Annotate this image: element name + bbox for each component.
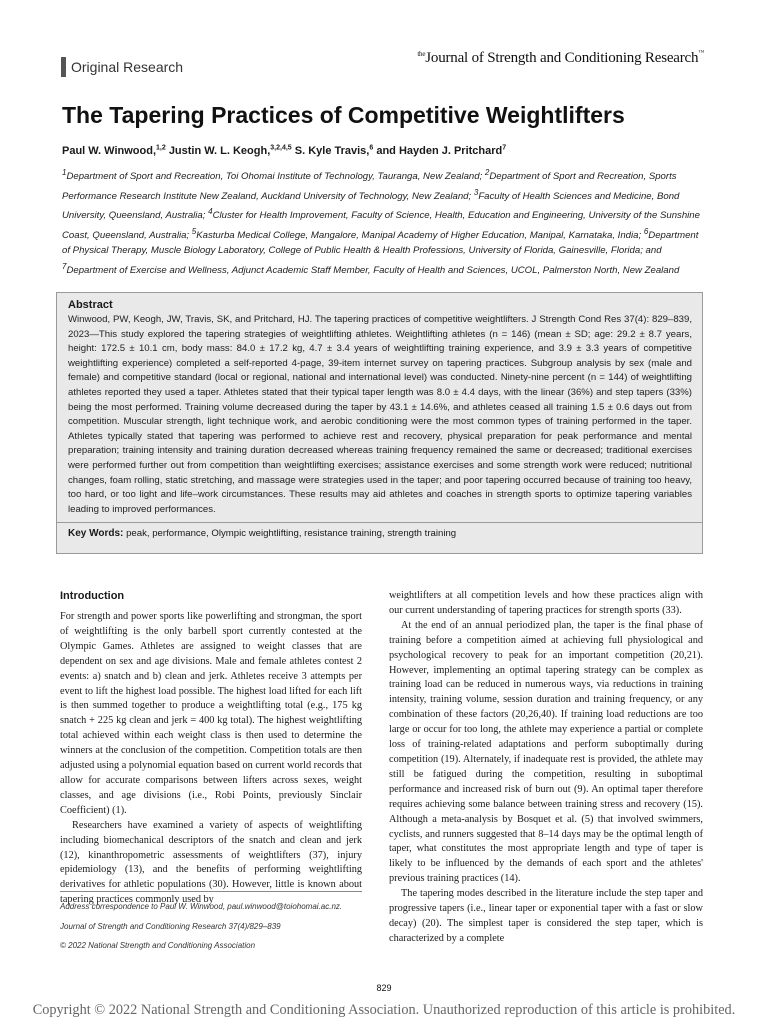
introduction-heading: Introduction [60,590,125,602]
copyright-footer: Copyright © 2022 National Strength and Conditioning Association. Unauthorized reproduction of this article is prohibited. [32,1002,736,1018]
abstract-box [56,292,703,554]
paragraph: weightlifters at all competition levels and how these practices align with our current understanding of tapering practices for strength sports (33). [389,590,703,616]
abstract-heading: Abstract [68,299,113,311]
keywords-label: Key Words: [68,528,124,540]
copyright-note: © 2022 National Strength and Conditioning Association [60,941,256,950]
footnote-divider [60,891,362,892]
paragraph: The tapering modes described in the literature include the step taper and progressive tapers (i.e., linear taper or exponential taper with a fast or slow decay) (20). The simplest taper is considered the step taper, which is characterized by a complete [389,888,703,944]
author: S. Kyle Travis,$^6$ [294,144,374,157]
paragraph: Researchers have examined a variety of aspects of weightlifting including biomechanical descriptors of the snatch and clean and jerk (12), kinanthropometric assessments of weightlifters (37), injury epidemiology (13), and the benefits of performing weightlifting derivatives for athletic populations (30). However, little is known about tapering practices commonly used by [60,819,362,906]
section-label: Original Research [61,57,183,77]
article-title: The Tapering Practices of Competitive Weightlifters [62,102,625,128]
column-right [389,589,703,947]
affiliations: $^1$Department of Sport and Recreation, Toi Ohomai Institute of Technology, Tauranga, New Zealand; $^2$Department of Sport and Recreation, Sports Performance Research Institute New Zealand, Auckland University of Technology, New Zealand; $^3$Faculty of Health Sciences and Medicine, Bond University, Queensland, Australia; $^4$Cluster for Health Improvement, Faculty of Science, Health, Education and Engineering, University of the Sunshine Coast, Queensland, Australia; $^5$Kasturba Medical College, Mangalore, Manipal Academy of Higher Education, Manipal, Karnataka, India; $^6$Department of Physical Therapy, Muscle Biology Laboratory, College of Public Health & Health Professions, University of Florida, Gainesville, Florida; and $^7$Department of Exercise and Wellness, Adjunct Academic Staff Member, Faculty of Health and Sciences, UCOL, Palmerston North, New Zealand [62,168,700,276]
column-left [60,589,362,908]
author: and Hayden J. Pritchard$^7$ [376,144,507,157]
abstract-text: Winwood, PW, Keogh, JW, Travis, SK, and Pritchard, HJ. The tapering practices of competitive weightlifters. J Strength Cond Res 37(4): 829–839, 2023—This study explored the tapering strategies of weightlifting athletes. Weightlifting athletes (n = 146) (mean ± SD; age: 29.2 ± 8.7 years, height: 172.5 ± 10.1 cm, body mass: 84.0 ± 17.2 kg, 4.7 ± 3.4 years of weightlifting training experience, and 3.9 ± 3.3 years of competitive weightlifting experience) completed a self-reported 4-page, 39-item internet survey on tapering practices. Subgroup analysis by sex (male and female) and competitive standard (local or regional, national and international level) was conducted. Ninety-nine percent (n = 144) of weightlifting athletes reported they used a taper. Athletes stated that their typical taper length was 8.0 ± 4.4 days, with the linear (36%) and step tapers (33%) being the most performed. Training volume decreased during the taper by 43.1 ± 14.6%, and athletes ceased all training 1.5 ± 0.6 days out from competition. Muscular strength, light technique work, and aerobic conditioning were the most common types of training performed in the taper. Athletes typically stated that tapering was performed to achieve rest and recovery, physical preparation for peak performance and mental preparation; training intensity and training duration decreased whereas training frequency remained the same or decreased; traditional exercises were performed further out from competition than weightlifting exercises; assistance exercises and some strength work were reduced; nutritional changes, foam rolling, static stretching, and massage were strategies used in the taper; and poor tapering occurred because of training too heavy, too hard, or too light and life–work circumstances. These results may aid athletes and coaches in strength sports to optimize tapering variables leading to improved performances. [68,314,692,515]
citation-note: Journal of Strength and Conditioning Research 37(4)/829–839 [60,921,281,931]
author-list [62,144,712,157]
page-number: 829 [376,983,392,993]
paragraph: At the end of an annual periodized plan, the taper is the final phase of training before a competition aimed at achieving full physiological and psychological recovery to peak for an important competition (20,21). However, implementing an optimal tapering strategy can be complex as training load can be reduced in numerous ways, via reductions in training intensity, training volume, session duration and training frequency, or any combination of these factors (20,26,40). If training load reductions are too large or occur for too long, the athlete may experience a partial or complete loss of training-related adaptations and perform suboptimally during competition (19). Alternately, if inadequate rest is provided, the athlete may still be fatigued during the competition, resulting in suboptimal performance and increased risk of burn out (9). An optimal taper therefore requires achieving some balance between training stress and recovery (15). Although a meta-analysis by Bosquet et al. (5) that involved swimmers, cyclists, and runners suggested that 8–14 days may be the optimal length of taper, what constitutes the most appropriate length and type of taper is likely to be influenced by the demands of each sport and the athletes' previous training practices (14). [389,619,703,885]
footnotes [60,897,370,956]
correspondence-note: Address correspondence to Paul W. Winwood, paul.winwood@toiohomai.ac.nz. [60,902,343,911]
journal-logo: $^{the}$Journal of Strength and Conditioning Research™ [417,50,704,66]
author: Paul W. Winwood,$^{1,2}$ [62,144,166,157]
author: Justin W. L. Keogh,$^{3,2,4,5}$ [168,144,292,157]
paragraph: For strength and power sports like powerlifting and strongman, the sport of weightlifting is the only barbell sport currently contested at the Olympic Games. Athletes are assigned to weight classes that are dependent on sex and age divisions. Male and female athletes contest 2 events: a) snatch and b) clean and jerk. Athletes receive 3 attempts per event to lift the highest load possible. The highest load lifted for each lift is then summed together to produce a weightlifting total (e.g., 175 kg snatch + 225 kg clean and jerk = 400 kg total). The highest weightlifting total achieved within each weight class is then used to determine the winners at the conclusion of the competition. Competition totals are then adjusted using a polynomial equation based on current world records that allow for accurate comparisons between lifters across sexes, weight classes, and age divisions (i.e., Robi Points, previously Sinclair Coefficient) (1). [60,611,362,816]
keywords [68,523,692,541]
keywords-list: peak, performance, Olympic weightlifting, resistance training, strength training [126,528,457,540]
